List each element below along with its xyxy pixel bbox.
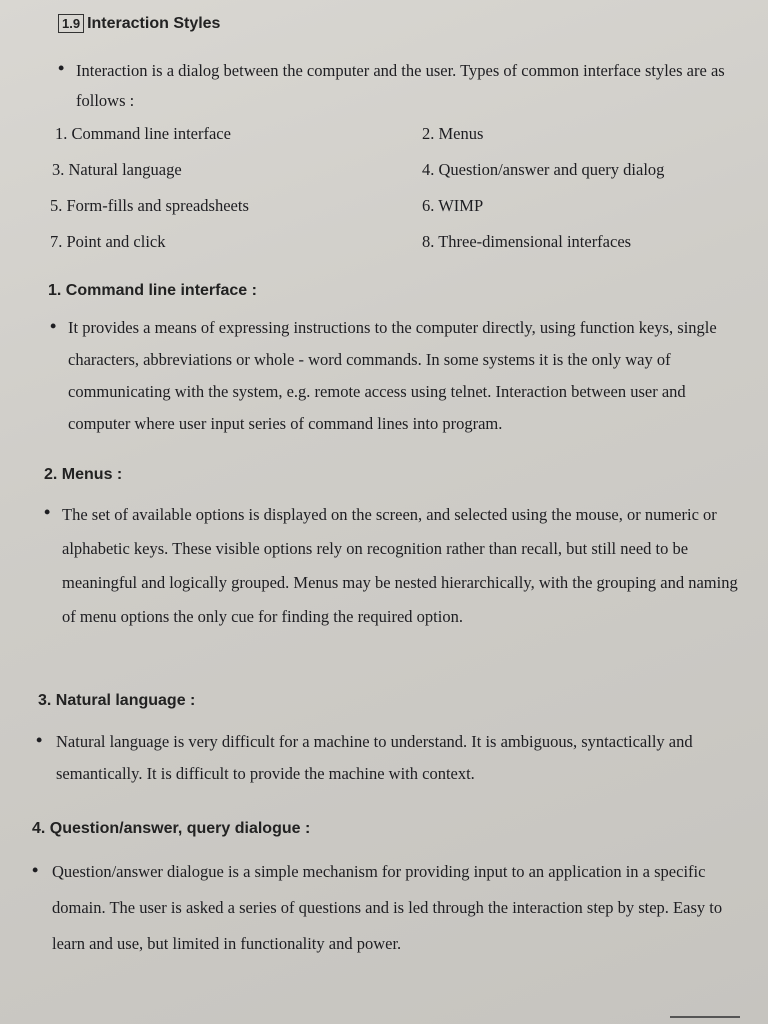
command-line-heading: 1. Command line interface : [48,282,257,299]
command-line-paragraph: It provides a means of expressing instructions to the computer directly, using function keys, single characters, abbreviations or whole - word commands. In some systems it is the only way of communicating with the system, e.g. remote access using telnet. Interaction between user and computer where user input series of command lines into program. [68,318,717,433]
section-title [58,14,220,33]
question-answer-heading: 4. Question/answer, query dialogue : [32,820,311,837]
natural-language-heading: 3. Natural language : [38,692,196,709]
list-item: 3. Natural language [52,160,182,179]
list-item: 2. Menus [422,124,484,143]
bullet-icon: • [50,316,57,336]
footer-rule [670,1016,740,1018]
list-item: 6. WIMP [422,196,484,215]
list-item: 8. Three-dimensional interfaces [422,232,632,251]
question-answer-paragraph: Question/answer dialogue is a simple mechanism for providing input to an application in a specific domain. The user is asked a series of questions and is led through the interaction step by step. Easy to learn and use, but limited in functionality and power. [52,862,723,953]
list-item: 1. Command line interface [55,124,231,143]
list-item: 4. Question/answer and query dialog [422,160,665,179]
list-item: 5. Form-fills and spreadsheets [50,196,249,215]
menus-paragraph: The set of available options is displayed on the screen, and selected using the mouse, or numeric or alphabetic keys. These visible options rely on recognition rather than recall, but still need to be meaningful and logically grouped. Menus may be nested hierarchically, with the grouping and naming of menu options the only cue for finding the required option. [62,505,738,626]
section-number-badge: 1.9 [58,14,84,33]
menus-heading: 2. Menus : [44,466,123,483]
list-item: 7. Point and click [50,232,166,251]
bullet-icon: • [32,860,39,880]
bullet-icon: • [58,58,65,78]
section-title-text: Interaction Styles [87,15,221,32]
natural-language-paragraph: Natural language is very difficult for a machine to understand. It is ambiguous, syntactically and semantically. It is difficult to provide the machine with context. [56,732,693,783]
intro-paragraph: Interaction is a dialog between the computer and the user. Types of common interface styles are as follows : [76,61,725,110]
bullet-icon: • [36,730,43,750]
bullet-icon: • [44,502,51,522]
